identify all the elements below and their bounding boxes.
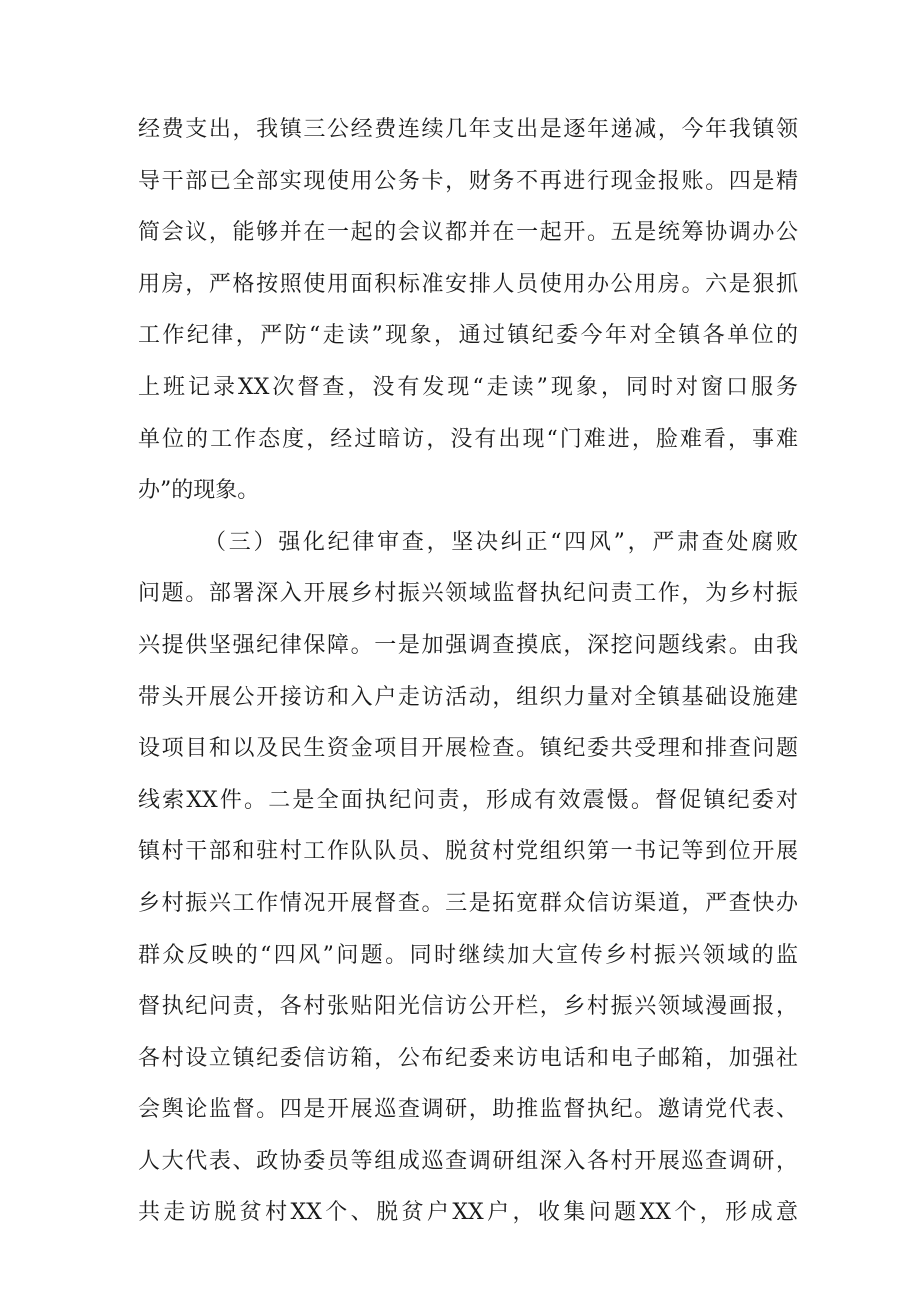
text-line: 会舆论监督。四是开展巡查调研，助推监督执纪。邀请党代表、 <box>138 1097 798 1123</box>
document-body <box>138 104 798 1239</box>
text-line: 导干部已全部实现使用公务卡，财务不再进行现金报账。四是精 <box>138 168 798 194</box>
text-line: 兴提供坚强纪律保障。一是加强调查摸底，深挖问题线索。由我 <box>138 632 798 658</box>
text-line: 督执纪问责，各村张贴阳光信访公开栏，乡村振兴领域漫画报， <box>138 994 798 1020</box>
text-line: 线索XX件。二是全面执纪问责，形成有效震慑。督促镇纪委对 <box>138 787 798 813</box>
text-line: 用房，严格按照使用面积标准安排人员使用办公用房。六是狠抓 <box>138 271 798 297</box>
text-line: 设项目和以及民生资金项目开展检查。镇纪委共受理和排查问题 <box>138 736 798 762</box>
text-line: 单位的工作态度，经过暗访，没有出现“门难进，脸难看，事难 <box>138 426 798 452</box>
text-line: 群众反映的“四风”问题。同时继续加大宣传乡村振兴领域的监 <box>138 942 798 968</box>
text-line: 上班记录XX次督查，没有发现“走读”现象，同时对窗口服务 <box>138 374 798 400</box>
text-line: 问题。部署深入开展乡村振兴领域监督执纪问责工作，为乡村振 <box>138 581 798 607</box>
text-line: 办”的现象。 <box>138 478 260 504</box>
text-line: 各村设立镇纪委信访箱，公布纪委来访电话和电子邮箱，加强社 <box>138 1045 798 1071</box>
section-heading-line: （三）强化纪律审查，坚决纠正“四风”，严肃查处腐败 <box>204 529 798 555</box>
text-line: 共走访脱贫村XX个、脱贫户XX户，收集问题XX个，形成意 <box>138 1200 798 1226</box>
paragraph-expenses-and-discipline <box>138 104 798 517</box>
text-line: 镇村干部和驻村工作队队员、脱贫村党组织第一书记等到位开展 <box>138 839 798 865</box>
text-line: 乡村振兴工作情况开展督查。三是拓宽群众信访渠道，严查快办 <box>138 890 798 916</box>
text-line: 经费支出，我镇三公经费连续几年支出是逐年递减，今年我镇领 <box>138 117 798 142</box>
text-line: 人大代表、政协委员等组成巡查调研组深入各村开展巡查调研， <box>138 1148 798 1174</box>
paragraph-discipline-review <box>138 517 798 1239</box>
text-line: 工作纪律，严防“走读”现象，通过镇纪委今年对全镇各单位的 <box>138 323 798 349</box>
text-line: 简会议，能够并在一起的会议都并在一起开。五是统筹协调办公 <box>138 220 798 246</box>
text-line: 带头开展公开接访和入户走访活动，组织力量对全镇基础设施建 <box>138 684 798 710</box>
